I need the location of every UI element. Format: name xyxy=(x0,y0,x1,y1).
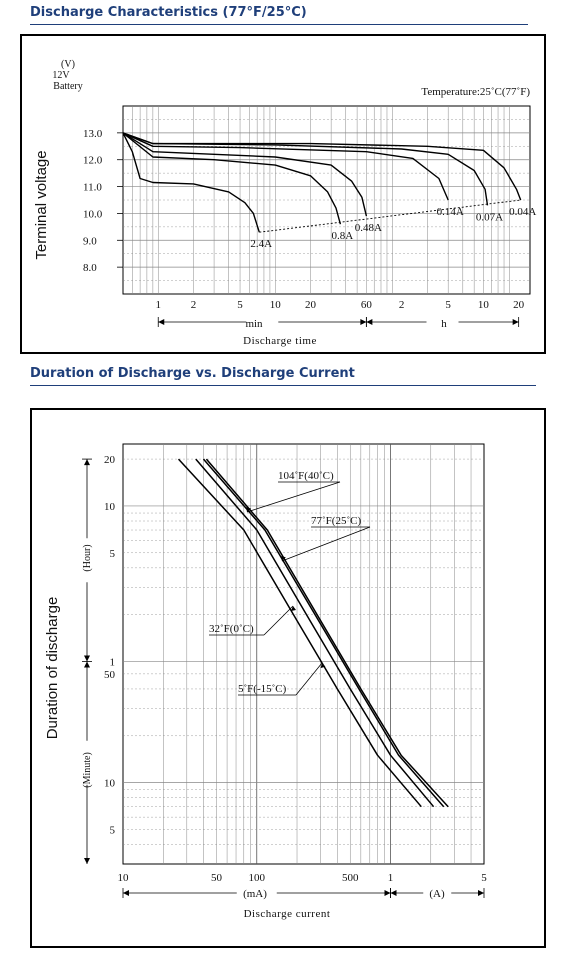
chart1-ytick-label: 9.0 xyxy=(83,235,97,248)
section-title-discharge-characteristics: Discharge Characteristics (77°F/25°C) xyxy=(30,5,307,20)
chart2-unit-arrow-head xyxy=(84,656,90,662)
chart1-xtick-label: 5 xyxy=(237,299,243,311)
chart2-series-label: 5˚F(-15˚C) xyxy=(238,683,287,695)
chart2-ytick-label: 50 xyxy=(104,668,115,681)
chart1-yunit-line: (V) xyxy=(61,59,75,70)
chart2-unit-arrow-head xyxy=(84,459,90,465)
chart1-series-label: 0.07A xyxy=(475,211,504,224)
chart1-series-label: 0.8A xyxy=(331,230,354,243)
chart2-labels xyxy=(104,454,487,884)
chart2-ytick-label: 20 xyxy=(104,454,115,467)
chart1-xunit-h: h xyxy=(441,318,447,330)
chart1-ytick-label: 12.0 xyxy=(83,154,103,167)
chart2-ytick-label: 10 xyxy=(104,777,115,790)
chart2-unit-arrow-head xyxy=(391,890,397,896)
chart2-series-label: 77˚F(25˚C) xyxy=(311,515,362,527)
chart2-label-leader xyxy=(282,527,370,561)
chart1-xtick-label: 10 xyxy=(477,299,489,311)
chart2-xunit-a: (A) xyxy=(429,888,445,900)
chart2-xtick-label: 10 xyxy=(117,872,129,884)
chart1-xtick-label: 60 xyxy=(360,299,372,311)
chart1-xtick-label: 1 xyxy=(155,299,161,311)
chart2-ytick-label: 10 xyxy=(104,500,115,513)
section-title-duration-vs-current: Duration of Discharge vs. Discharge Current xyxy=(30,366,355,381)
chart2-grid xyxy=(82,444,484,898)
chart2-ytick-label: 5 xyxy=(109,547,115,560)
chart1-xtick-label: 20 xyxy=(513,299,525,311)
chart2-xunit-ma: (mA) xyxy=(243,888,267,900)
chart1-xtick-label: 10 xyxy=(269,299,281,311)
chart1-ylabel: Terminal voltage xyxy=(33,150,50,260)
chart1-series-label: 0.14A xyxy=(436,206,464,218)
chart2-unit-arrow-head xyxy=(478,890,484,896)
chart2-label-leader xyxy=(296,663,322,695)
chart1-ytick-label: 10.0 xyxy=(83,208,103,221)
chart2-ytick-label: 5 xyxy=(109,824,115,837)
chart1-xtick-label: 2 xyxy=(398,299,405,311)
chart1-yunit-line: 12V xyxy=(52,70,70,81)
chart1-series-label: 0.48A xyxy=(354,222,382,235)
chart2-yunit-minute: (Minute) xyxy=(82,752,93,788)
chart2-xtick-label: 100 xyxy=(248,872,266,884)
chart2-unit-arrow-head xyxy=(385,890,391,896)
chart1-xlabel: Discharge time xyxy=(243,335,317,347)
chart1-ytick-label: 11.0 xyxy=(83,181,102,194)
chart1-ytick-label: 8.0 xyxy=(83,262,97,275)
chart2-label-leader xyxy=(264,606,293,635)
chart2-xlabel: Discharge current xyxy=(243,908,331,920)
chart2-yunit-hour: (Hour) xyxy=(82,544,93,572)
chart2-xtick-label: 50 xyxy=(210,872,222,884)
chart2-xtick-label: 1 xyxy=(387,872,394,884)
chart1-series-label: 2.4A xyxy=(250,238,273,251)
chart2-series-label: 104˚F(40˚C) xyxy=(278,470,334,482)
chart2-plot-frame xyxy=(123,444,484,864)
chart1-annotation: Temperature:25˚C(77˚F) xyxy=(421,86,530,98)
chart2-series-label: 32˚F(0˚C) xyxy=(209,623,254,635)
chart2-unit-arrow-head xyxy=(84,858,90,864)
chart2-xtick-label: 500 xyxy=(341,872,359,884)
chart2-unit-arrow-head xyxy=(84,662,90,668)
chart2-ylabel: Duration of discharge xyxy=(44,596,61,740)
chart2-unit-arrow-head xyxy=(123,890,129,896)
chart2-ytick-label: 1 xyxy=(109,656,115,669)
chart2-xtick-label: 5 xyxy=(481,872,487,884)
chart2-label-leader xyxy=(247,482,340,512)
chart1-xtick-label: 5 xyxy=(445,299,451,311)
chart1-xtick-label: 20 xyxy=(305,299,317,311)
chart1-ytick-label: 13.0 xyxy=(83,127,103,140)
chart1-xtick-label: 2 xyxy=(190,299,197,311)
chart1-xunit-min: min xyxy=(245,318,263,330)
chart1-yunit-line: Battery xyxy=(53,81,83,92)
chart1-series-label: 0.04A xyxy=(509,206,537,218)
